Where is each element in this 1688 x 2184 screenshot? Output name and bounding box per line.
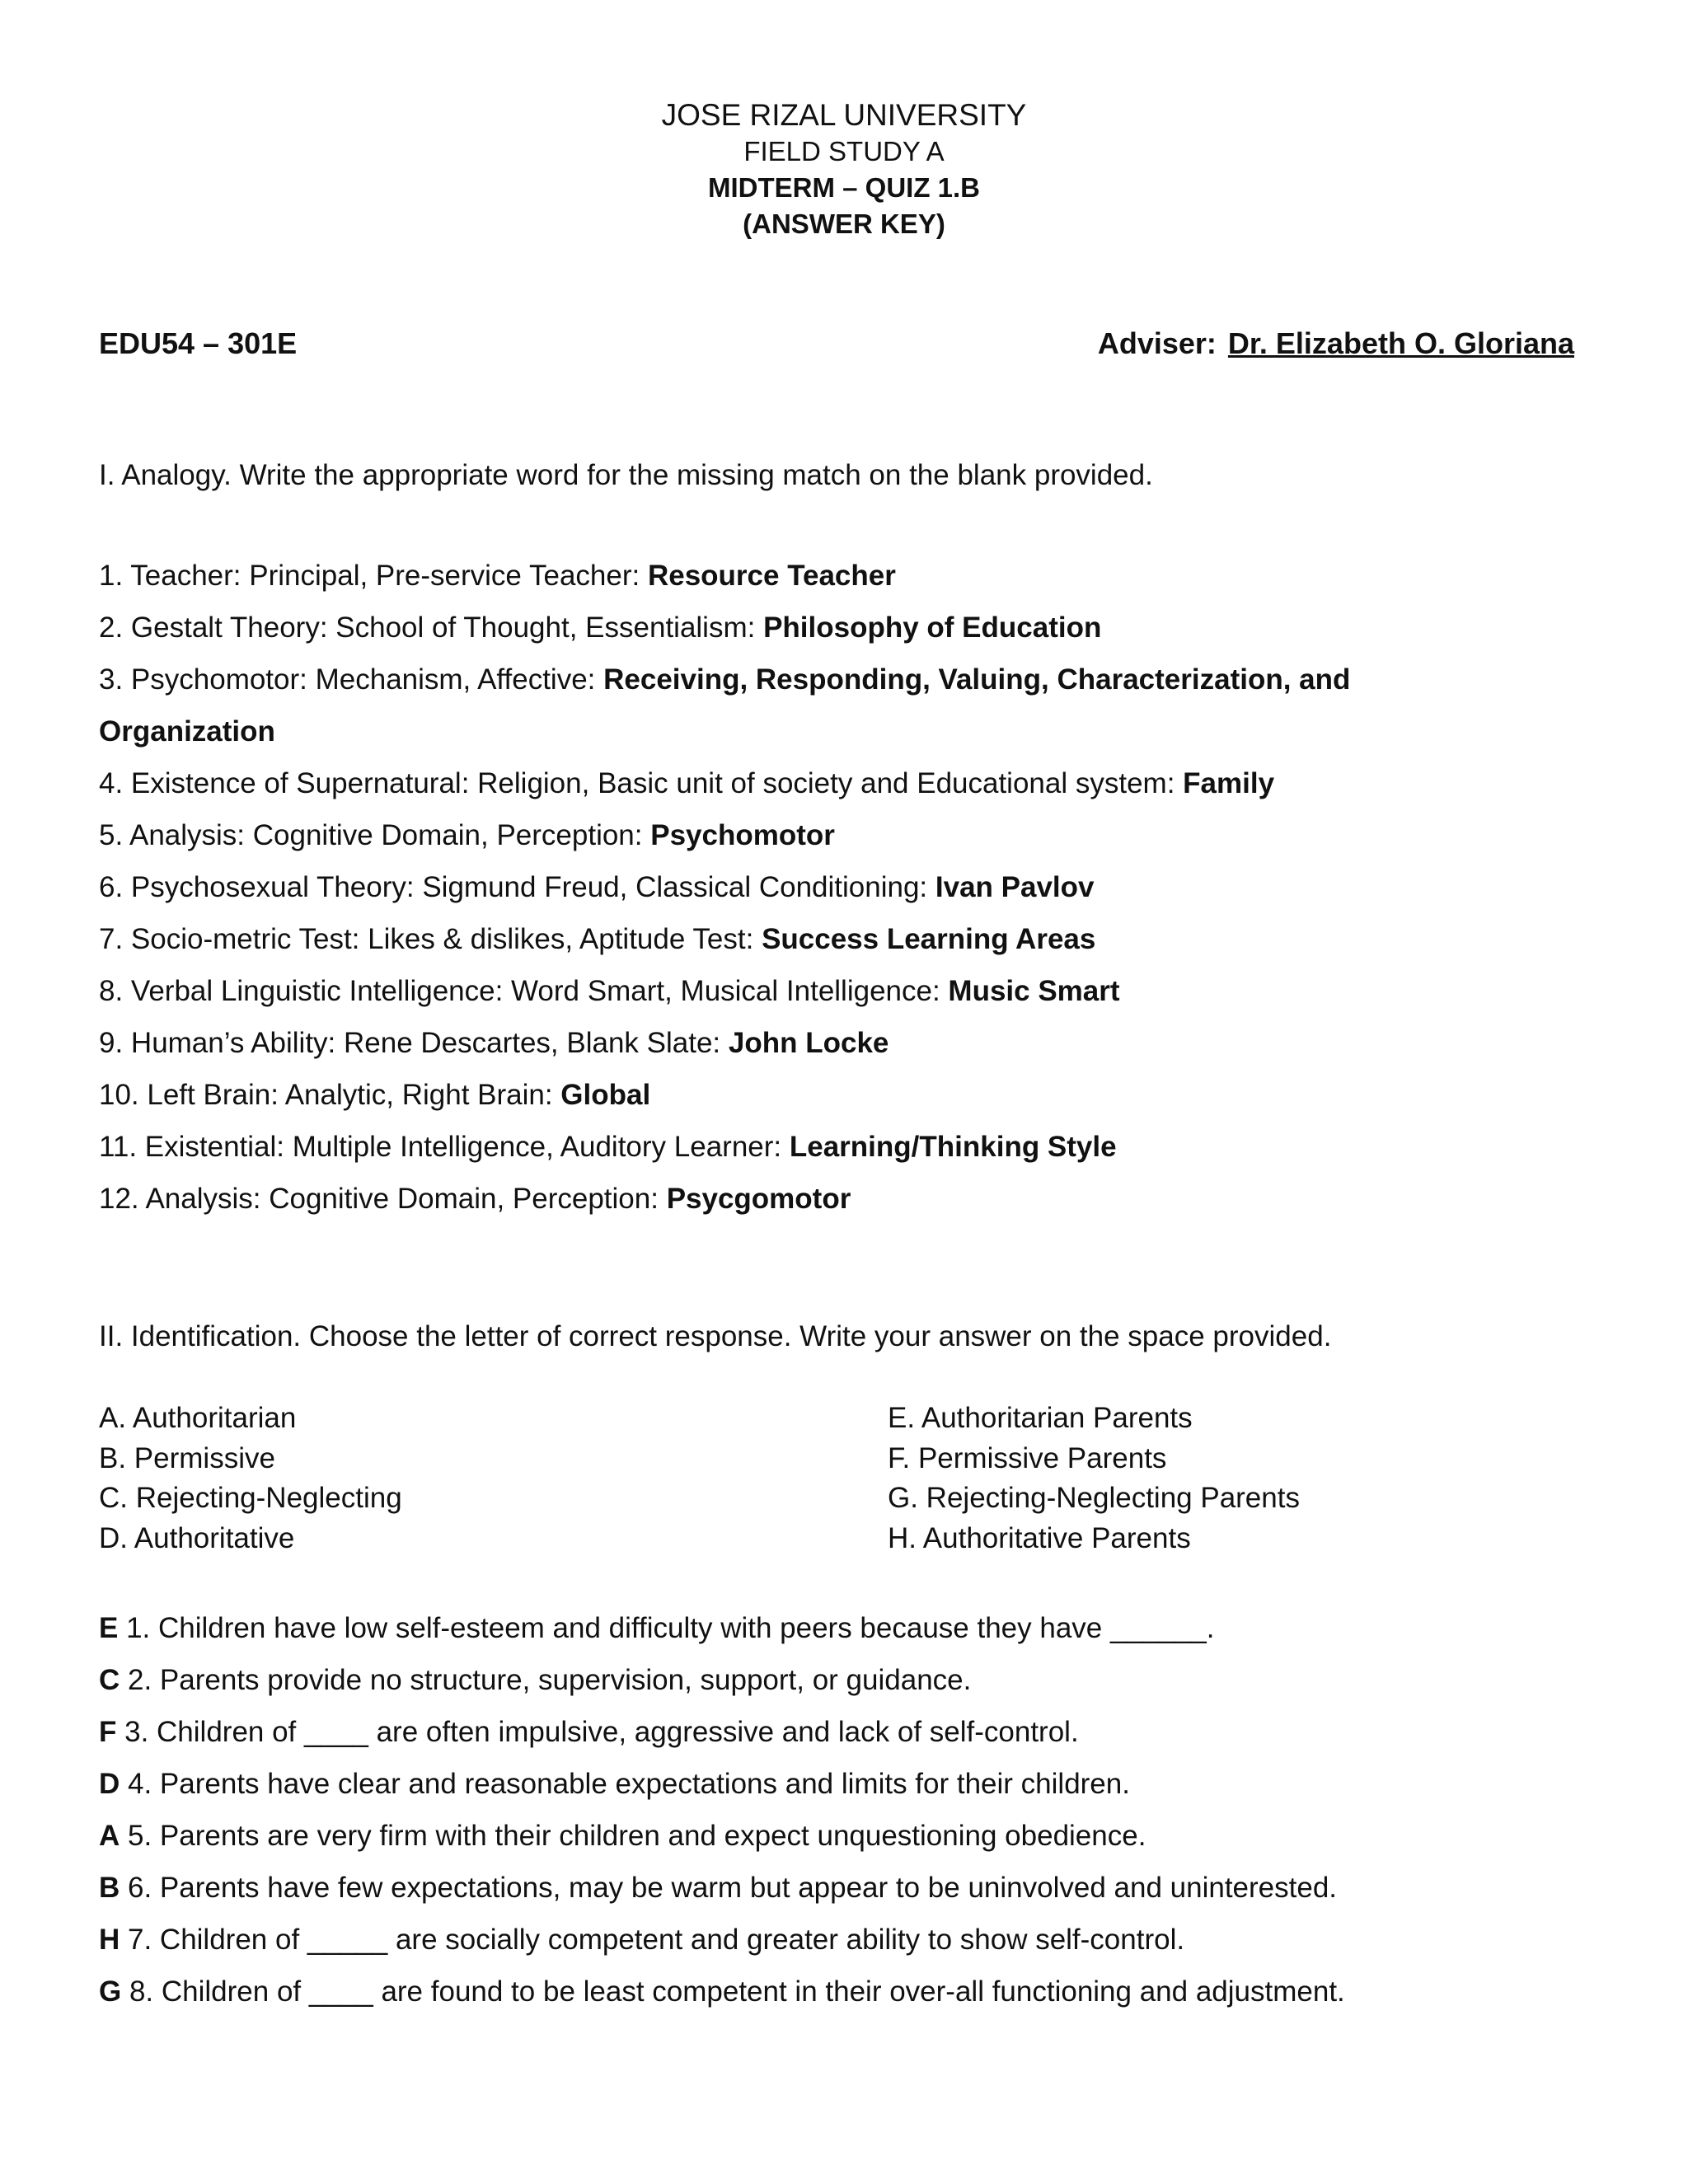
choice-item: G. Rejecting-Neglecting Parents xyxy=(888,1482,1300,1514)
identification-item xyxy=(99,1758,1582,1810)
university-name: JOSE RIZAL UNIVERSITY xyxy=(661,98,1027,132)
answer-letter: A xyxy=(99,1820,120,1852)
analogy-question: 11. Existential: Multiple Intelligence, Auditory Learner: xyxy=(99,1131,790,1163)
analogy-list xyxy=(99,550,1582,1225)
subject-title: FIELD STUDY A xyxy=(743,136,945,166)
course-code: EDU54 – 301E xyxy=(99,326,298,360)
analogy-item xyxy=(99,913,1582,965)
analogy-answer: John Locke xyxy=(728,1027,889,1059)
identification-list xyxy=(99,1602,1582,2018)
identification-question: 7. Children of _____ are socially competent and greater ability to show self-control. xyxy=(120,1924,1185,1956)
identification-question: 1. Children have low self-esteem and difficulty with peers because they have ______. xyxy=(118,1612,1215,1644)
analogy-item xyxy=(99,1121,1582,1173)
answer-letter: H xyxy=(99,1924,120,1956)
analogy-answer: Ivan Pavlov xyxy=(935,871,1095,903)
analogy-question: 6. Psychosexual Theory: Sigmund Freud, Classical Conditioning: xyxy=(99,871,935,903)
analogy-answer: Psychomotor xyxy=(650,819,835,851)
analogy-answer: Philosophy of Education xyxy=(763,612,1102,644)
identification-item xyxy=(99,1810,1582,1862)
analogy-answer: Global xyxy=(560,1079,651,1111)
identification-question: 3. Children of ____ are often impulsive, aggressive and lack of self-control. xyxy=(116,1716,1079,1748)
section-analogy-title: I. Analogy. Write the appropriate word for the missing match on the blank provided. xyxy=(99,459,1153,491)
choice-item: C. Rejecting-Neglecting xyxy=(99,1482,402,1514)
identification-question: 5. Parents are very firm with their children and expect unquestioning obedience. xyxy=(120,1820,1146,1852)
identification-question: 2. Parents provide no structure, supervision, support, or guidance. xyxy=(120,1664,972,1696)
analogy-question: 10. Left Brain: Analytic, Right Brain: xyxy=(99,1079,561,1111)
analogy-item xyxy=(99,757,1582,809)
analogy-question: 4. Existence of Supernatural: Religion, Basic unit of society and Educational system: xyxy=(99,767,1184,799)
identification-item xyxy=(99,1602,1582,1654)
analogy-question: 1. Teacher: Principal, Pre-service Teacher: xyxy=(99,560,648,592)
identification-item xyxy=(99,1862,1582,1914)
identification-item xyxy=(99,1654,1582,1706)
analogy-item xyxy=(99,861,1582,913)
choices-right-column xyxy=(888,1399,1300,1558)
answer-letter: G xyxy=(99,1975,122,2008)
choice-item: B. Permissive xyxy=(99,1441,275,1474)
answer-letter: F xyxy=(99,1716,117,1748)
analogy-answer: Family xyxy=(1183,767,1275,799)
choice-item: A. Authoritarian xyxy=(99,1402,297,1434)
answer-letter: D xyxy=(99,1768,120,1800)
analogy-question: 9. Human’s Ability: Rene Descartes, Blank Slate: xyxy=(99,1027,729,1059)
section-identification-title: II. Identification. Choose the letter of correct response. Write your answer on the space provided. xyxy=(99,1320,1332,1352)
analogy-answer: Receiving, Responding, Valuing, Characterization, and Organization xyxy=(99,663,1351,748)
analogy-answer: Learning/Thinking Style xyxy=(789,1131,1117,1163)
choices-left-column xyxy=(99,1399,402,1558)
choice-item: E. Authoritarian Parents xyxy=(888,1402,1193,1434)
identification-question: 8. Children of ____ are found to be least competent in their over-all functioning and adjustment. xyxy=(121,1975,1345,2008)
answer-letter: C xyxy=(99,1664,120,1696)
analogy-item xyxy=(99,654,1434,757)
analogy-item xyxy=(99,1069,1582,1121)
analogy-answer: Success Learning Areas xyxy=(762,923,1096,955)
adviser-info xyxy=(1098,326,1574,362)
analogy-item xyxy=(99,550,1582,602)
identification-question: 6. Parents have few expectations, may be warm but appear to be uninvolved and uninterested. xyxy=(120,1872,1338,1904)
adviser-label: Adviser: xyxy=(1097,326,1217,360)
analogy-question: 3. Psychomotor: Mechanism, Affective: xyxy=(99,663,604,696)
answer-letter: E xyxy=(99,1612,119,1644)
analogy-answer: Psycgomotor xyxy=(666,1183,851,1215)
analogy-question: 8. Verbal Linguistic Intelligence: Word Smart, Musical Intelligence: xyxy=(99,975,949,1007)
identification-item xyxy=(99,1706,1582,1758)
document-header xyxy=(0,97,1688,242)
analogy-answer: Resource Teacher xyxy=(647,560,896,592)
analogy-question: 7. Socio-metric Test: Likes & dislikes, Aptitude Test: xyxy=(99,923,762,955)
analogy-question: 5. Analysis: Cognitive Domain, Perception: xyxy=(99,819,651,851)
analogy-question: 2. Gestalt Theory: School of Thought, Essentialism: xyxy=(99,612,764,644)
adviser-name: Dr. Elizabeth O. Gloriana xyxy=(1227,326,1574,360)
analogy-question: 12. Analysis: Cognitive Domain, Perception: xyxy=(99,1183,667,1215)
analogy-item xyxy=(99,965,1582,1017)
choice-item: D. Authoritative xyxy=(99,1521,295,1554)
answer-key-label: (ANSWER KEY) xyxy=(743,209,945,239)
identification-question: 4. Parents have clear and reasonable expectations and limits for their children. xyxy=(120,1768,1130,1800)
identification-item xyxy=(99,1966,1582,2018)
answer-letter: B xyxy=(99,1872,120,1904)
choice-item: F. Permissive Parents xyxy=(888,1441,1167,1474)
analogy-item xyxy=(99,1173,1582,1225)
analogy-answer: Music Smart xyxy=(948,975,1120,1007)
identification-item xyxy=(99,1914,1582,1966)
analogy-item xyxy=(99,602,1582,654)
analogy-item xyxy=(99,1017,1582,1069)
analogy-item xyxy=(99,809,1582,861)
choice-item: H. Authoritative Parents xyxy=(888,1521,1191,1554)
exam-title: MIDTERM – QUIZ 1.B xyxy=(707,172,981,203)
